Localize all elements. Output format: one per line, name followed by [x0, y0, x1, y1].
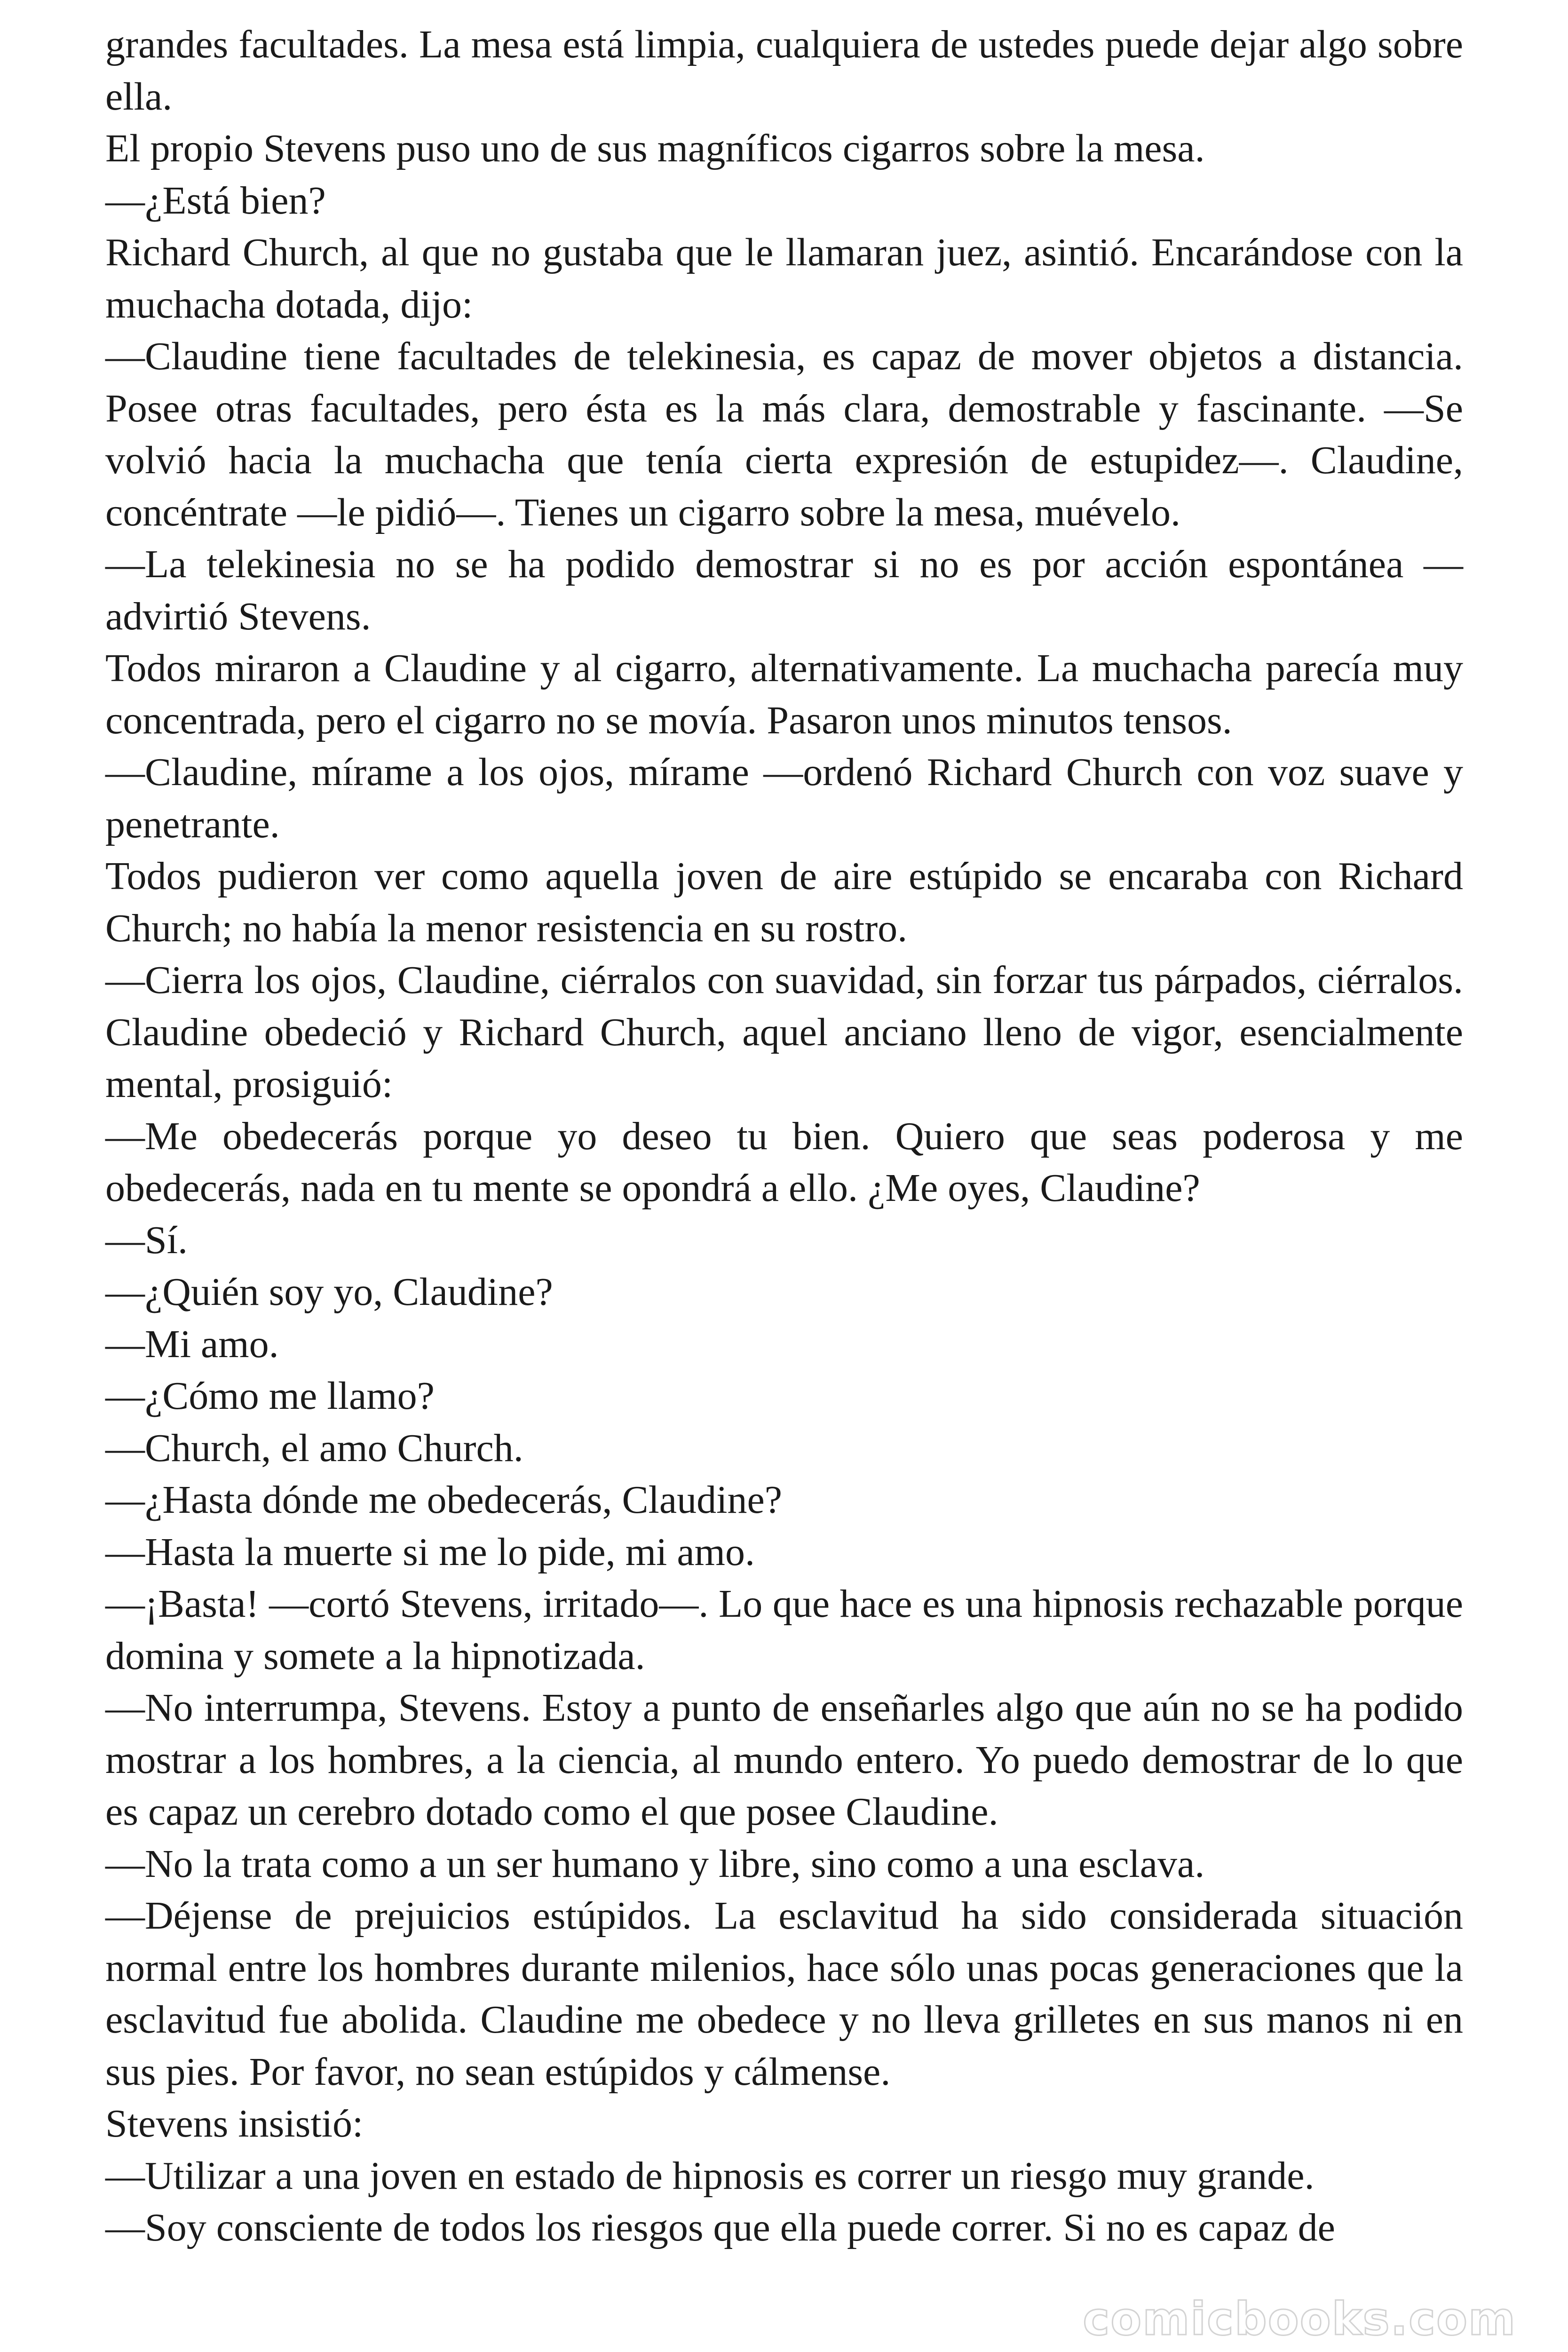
- paragraph: —Cierra los ojos, Claudine, ciérralos con suavidad, sin forzar tus párpados, ciérralos. Claudine obedeció y Richard Church, aquel anciano lleno de vigor, esencialmente mental, prosiguió:: [105, 958, 1463, 1106]
- paragraph: —Hasta la muerte si me lo pide, mi amo.: [105, 1530, 755, 1574]
- watermark: comicbooks.com: [1083, 2293, 1516, 2345]
- paragraph: Richard Church, al que no gustaba que le llamaran juez, asintió. Encarándose con la muchacha dotada, dijo:: [105, 230, 1463, 326]
- paragraph: —Soy consciente de todos los riesgos que ella puede correr. Si no es capaz de: [105, 2206, 1335, 2249]
- paragraph: —Sí.: [105, 1218, 188, 1262]
- paragraph: —No interrumpa, Stevens. Estoy a punto de enseñarles algo que aún no se ha podido mostrar a los hombres, a la ciencia, al mundo entero. Yo puedo demostrar de lo que es capaz un cerebro dotado como el que posee Claudine.: [105, 1686, 1463, 1834]
- paragraph: —¿Está bien?: [105, 178, 326, 222]
- paragraph: —Church, el amo Church.: [105, 1426, 523, 1470]
- paragraph: El propio Stevens puso uno de sus magníficos cigarros sobre la mesa.: [105, 127, 1205, 170]
- paragraph: —Me obedecerás porque yo deseo tu bien. Quiero que seas poderosa y me obedecerás, nada en tu mente se opondrá a ello. ¿Me oyes, Claudine?: [105, 1114, 1463, 1210]
- page-text: [105, 19, 1463, 2254]
- paragraph: Todos pudieron ver como aquella joven de aire estúpido se encaraba con Richard Church; no había la menor resistencia en su rostro.: [105, 854, 1463, 950]
- paragraph: —¿Cómo me llamo?: [105, 1374, 435, 1418]
- paragraph: —¡Basta! —cortó Stevens, irritado—. Lo que hace es una hipnosis rechazable porque domina y somete a la hipnotizada.: [105, 1582, 1463, 1678]
- paragraph: —La telekinesia no se ha podido demostrar si no es por acción espontánea — advirtió Stevens.: [105, 542, 1463, 638]
- paragraph: —Claudine tiene facultades de telekinesia, es capaz de mover objetos a distancia. Posee otras facultades, pero ésta es la más clara, demostrable y fascinante. —Se volvió hacia la muchacha que tenía cierta expresión de estupidez—. Claudine, concéntrate —le pidió—. Tienes un cigarro sobre la mesa, muévelo.: [105, 334, 1463, 534]
- paragraph: —Claudine, mírame a los ojos, mírame —ordenó Richard Church con voz suave y penetrante.: [105, 750, 1463, 846]
- paragraph: —No la trata como a un ser humano y libre, sino como a una esclava.: [105, 1842, 1205, 1886]
- paragraph: Stevens insistió:: [105, 2102, 364, 2145]
- paragraph: —¿Hasta dónde me obedecerás, Claudine?: [105, 1478, 783, 1522]
- paragraph: —Utilizar a una joven en estado de hipnosis es correr un riesgo muy grande.: [105, 2153, 1315, 2198]
- paragraph: Todos miraron a Claudine y al cigarro, alternativamente. La muchacha parecía muy concentrada, pero el cigarro no se movía. Pasaron unos minutos tensos.: [105, 646, 1463, 742]
- paragraph: —¿Quién soy yo, Claudine?: [105, 1270, 553, 1314]
- paragraph: —Déjense de prejuicios estúpidos. La esclavitud ha sido considerada situación normal entre los hombres durante milenios, hace sólo unas pocas generaciones que la esclavitud fue abolida. Claudine me obedece y no lleva grilletes en sus manos ni en sus pies. Por favor, no sean estúpidos y cálmense.: [105, 1894, 1463, 2094]
- paragraph: grandes facultades. La mesa está limpia, cualquiera de ustedes puede dejar algo sobre ella.: [105, 23, 1463, 119]
- paragraph: —Mi amo.: [105, 1322, 279, 1366]
